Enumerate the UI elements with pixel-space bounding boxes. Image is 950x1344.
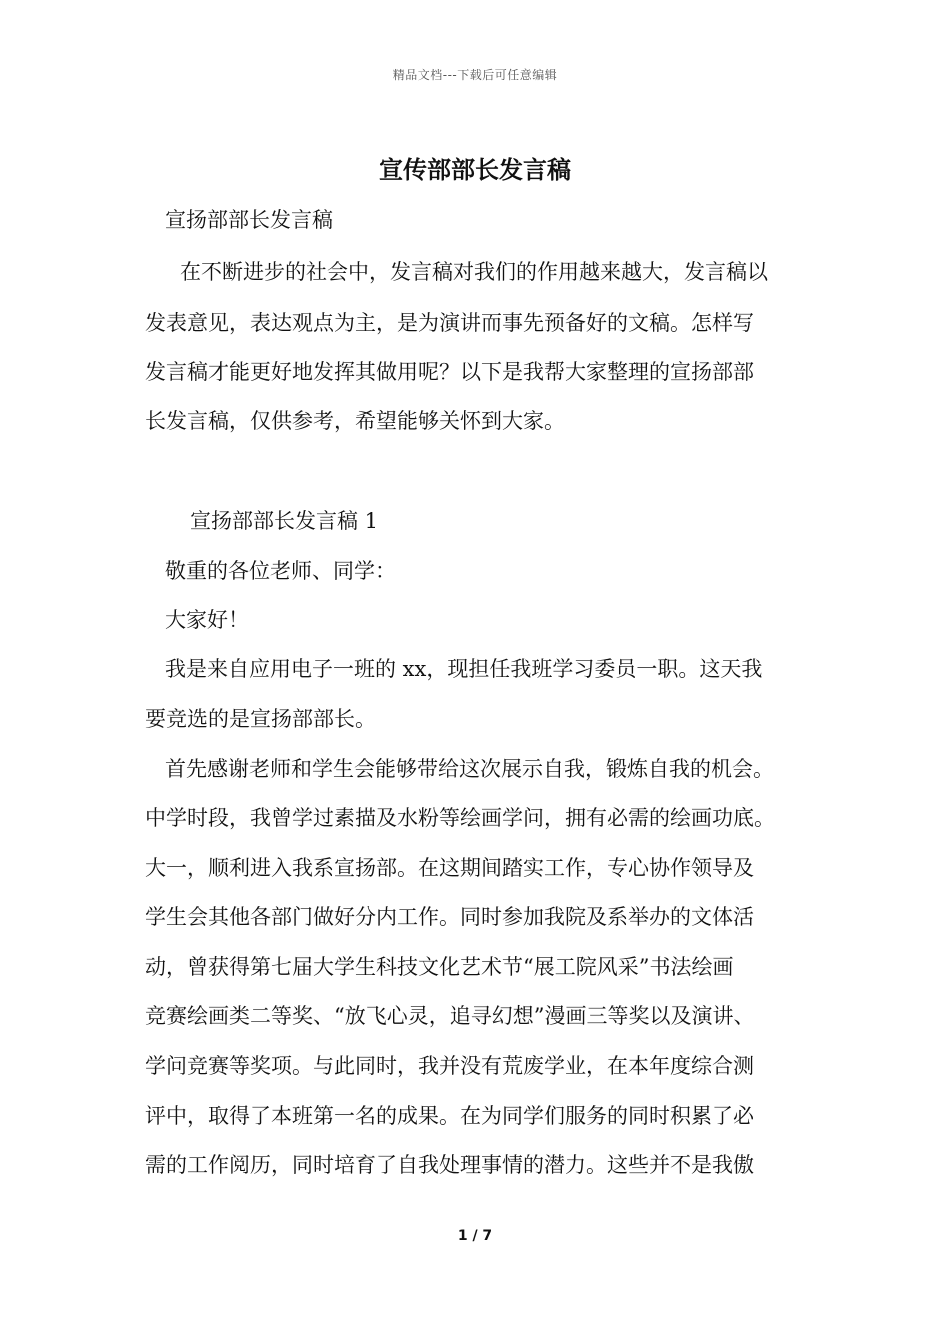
paragraph-line: 学生会其他各部门做好分内工作。同时参加我院及系举办的文体活 [145,905,754,929]
paragraph-line: 发言稿才能更好地发挥其做用呢？以下是我帮大家整理的宣扬部部 [145,360,754,384]
paragraph-line: 中学时段，我曾学过素描及水粉等绘画学问，拥有必需的绘画功底。 [145,806,775,830]
section-heading: 宣扬部部长发言稿 1 [190,509,379,533]
subtitle-line: 宣扬部部长发言稿 [165,208,333,232]
paragraph-line: 首先感谢老师和学生会能够带给这次展示自我，锻炼自我的机会。 [165,757,774,781]
paragraph-line: 在不断进步的社会中，发言稿对我们的作用越来越大，发言稿以 [180,260,768,284]
paragraph-line: 评中，取得了本班第一名的成果。在为同学们服务的同时积累了必 [145,1104,754,1128]
salutation-line: 敬重的各位老师、同学： [165,559,396,583]
paragraph-line: 需的工作阅历，同时培育了自我处理事情的潜力。这些并不是我傲 [145,1153,754,1177]
header-note: 精品文档---下载后可任意编辑 [392,68,558,82]
paragraph-line: 发表意见，表达观点为主，是为演讲而事先预备好的文稿。怎样写 [145,311,754,335]
document-title: 宣传部部长发言稿 [379,155,571,184]
page-number: 1 / 7 [457,1228,493,1244]
paragraph-line: 动，曾获得第七届大学生科技文化艺术节“展工院风采”书法绘画 [145,955,734,979]
paragraph-line: 学问竞赛等奖项。与此同时，我并没有荒废学业，在本年度综合测 [145,1054,754,1078]
paragraph-line: 要竞选的是宣扬部部长。 [145,707,376,731]
paragraph-line: 竞赛绘画类二等奖、“放飞心灵，追寻幻想”漫画三等奖以及演讲、 [145,1004,755,1028]
paragraph-line: 长发言稿，仅供参考，希望能够关怀到大家。 [145,409,565,433]
paragraph-line: 大一，顺利进入我系宣扬部。在这期间踏实工作，专心协作领导及 [145,856,754,880]
greeting-line: 大家好！ [165,608,249,632]
paragraph-line: 我是来自应用电子一班的 xx，现担任我班学习委员一职。这天我 [165,657,763,681]
